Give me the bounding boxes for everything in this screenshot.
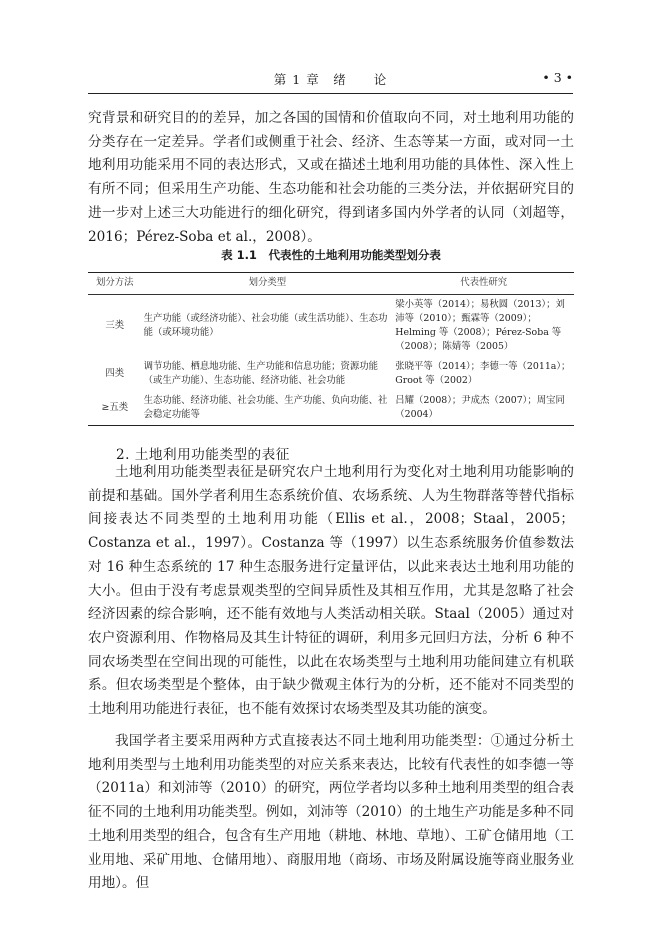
running-head — [88, 70, 573, 90]
body-paragraph-2: 土地利用功能类型表征是研究农户土地利用行为变化对土地利用功能影响的前提和基础。国外学者利用生态系统价值、农场系统、人为生物群落等替代指标间接表达不同类型的土地利用功能（Ellis et al.，2008；Staal，2005；Costanza et al.，1997）。Costanza 等（1997）以生态系统服务价值参数法对 16 种生态系统的 17 种生态服务进行定量评估，以此来表达土地利用功能的大小。但由于没有考虑景观类型的空间异质性及其相互作用，尤其是忽略了社会经济因素的综合影响，还不能有效地与人类活动相关联。Staal（2005）通过对农户资源利用、作物格局及其生计特征的调研，利用多元回归方法，分析 6 种不同农场类型在空间出现的可能性，以此在农场类型与土地利用功能间建立有机联系。但农场类型是个整体，由于缺少微观主体行为的分析，还不能对不同类型的土地利用功能进行表征，也不能有效探讨农场类型及其功能的演变。 — [88, 464, 574, 718]
row-method: ≥五类 — [88, 391, 142, 426]
header-method: 划分方法 — [88, 273, 142, 295]
body-paragraph-3: 我国学者主要采用两种方式直接表达不同土地利用功能类型：①通过分析土地利用类型与土地利用功能类型的对应关系来表达，比较有代表性的如李德一等（2011a）和刘沛等（2010）的研究，两位学者均以多种土地利用类型的组合表征不同的土地利用功能类型。例如，刘沛等（2010）的土地生产功能是多种不同土地利用类型的组合，包含有生产用地（耕地、林地、草地）、工矿仓储用地（工业用地、采矿用地、仓储用地）、商服用地（商场、市场及附属设施等商业服务业用地）。但 — [88, 733, 574, 892]
header-studies: 代表性研究 — [393, 273, 574, 295]
table-row — [88, 295, 574, 358]
row-types: 生态功能、经济功能、社会功能、生产功能、负向功能、社会稳定功能等 — [142, 391, 394, 426]
row-types: 生产功能（或经济功能）、社会功能（或生活功能）、生态功能（或环境功能） — [143, 313, 388, 338]
row-method: 三类 — [105, 320, 125, 331]
table-row — [88, 391, 574, 426]
row-method: 四类 — [105, 368, 125, 379]
header-rule — [88, 93, 573, 94]
row-studies: 梁小英等（2014）；易秋圆（2013）；刘沛等（2010）；甄霖等（2009）；Helming 等（2008）；Pérez-Soba 等（2008）；陈婧等（2005） — [395, 299, 565, 352]
row-studies: 吕耀（2008）；尹成杰（2007）；周宝同（2004） — [393, 391, 574, 426]
chapter-title: 第 1 章 绪 论 — [273, 72, 388, 87]
table-row — [88, 357, 574, 391]
body-paragraph-1: 究背景和研究目的的差异，加之各国的国情和价值取向不同，对土地利用功能的分类存在一定差异。学者们或侧重于社会、经济、生态等某一方面，或对同一土地利用功能采用不同的表达形式，又或在描述土地利用功能的具体性、深入性上有所不同；但采用生产功能、生态功能和社会功能的三类分法，并依据研究目的进一步对上述三大功能进行的细化研究，得到诸多国内外学者的认同（刘超等，2016；Pérez-Soba et al.，2008）。 — [88, 110, 574, 245]
row-types: 调节功能、栖息地功能、生产功能和信息功能；资源功能（或生产功能）、生态功能、经济功能、社会功能 — [143, 361, 378, 386]
header-types: 划分类型 — [142, 273, 394, 295]
page-number: • 3 • — [542, 70, 573, 85]
row-studies: 张晓平等（2014）；李德一等（2011a）；Groot 等（2002） — [395, 361, 571, 386]
table-caption: 表 1.1 代表性的土地利用功能类型划分表 — [221, 248, 441, 262]
land-use-function-table — [88, 272, 574, 426]
section-heading: 2. 土地利用功能类型的表征 — [116, 447, 290, 463]
table-header-row — [88, 273, 574, 295]
